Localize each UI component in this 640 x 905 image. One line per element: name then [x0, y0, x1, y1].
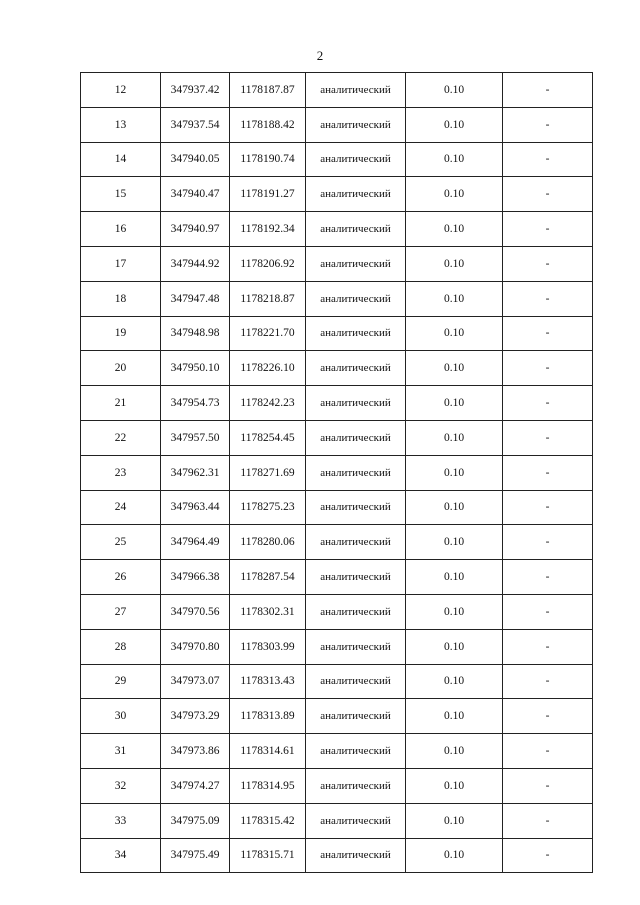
- point-number-cell: 33: [81, 803, 161, 838]
- x-coordinate-cell: 347954.73: [161, 386, 230, 421]
- page-number: 2: [316, 48, 324, 63]
- table-row: [81, 734, 593, 769]
- note-cell: -: [503, 212, 593, 247]
- y-coordinate-cell: 1178313.89: [230, 699, 306, 734]
- y-coordinate-cell: 1178315.42: [230, 803, 306, 838]
- table-row: [81, 560, 593, 595]
- point-number-cell: 31: [81, 734, 161, 769]
- note-cell: -: [503, 386, 593, 421]
- accuracy-cell: 0.10: [406, 386, 503, 421]
- y-coordinate-cell: 1178192.34: [230, 212, 306, 247]
- point-number-cell: 30: [81, 699, 161, 734]
- method-cell: аналитический: [306, 177, 406, 212]
- x-coordinate-cell: 347944.92: [161, 246, 230, 281]
- point-number-cell: 34: [81, 838, 161, 873]
- point-number-cell: 23: [81, 455, 161, 490]
- accuracy-cell: 0.10: [406, 525, 503, 560]
- method-cell: аналитический: [306, 316, 406, 351]
- table-row: [81, 838, 593, 873]
- accuracy-cell: 0.10: [406, 490, 503, 525]
- y-coordinate-cell: 1178302.31: [230, 594, 306, 629]
- x-coordinate-cell: 347948.98: [161, 316, 230, 351]
- accuracy-cell: 0.10: [406, 594, 503, 629]
- x-coordinate-cell: 347940.97: [161, 212, 230, 247]
- accuracy-cell: 0.10: [406, 803, 503, 838]
- method-cell: аналитический: [306, 386, 406, 421]
- note-cell: -: [503, 246, 593, 281]
- method-cell: аналитический: [306, 455, 406, 490]
- point-number-cell: 12: [81, 73, 161, 108]
- coordinates-table: [80, 72, 593, 873]
- x-coordinate-cell: 347947.48: [161, 281, 230, 316]
- x-coordinate-cell: 347970.56: [161, 594, 230, 629]
- point-number-cell: 14: [81, 142, 161, 177]
- y-coordinate-cell: 1178275.23: [230, 490, 306, 525]
- note-cell: -: [503, 107, 593, 142]
- y-coordinate-cell: 1178254.45: [230, 420, 306, 455]
- table-row: [81, 420, 593, 455]
- x-coordinate-cell: 347973.29: [161, 699, 230, 734]
- note-cell: -: [503, 177, 593, 212]
- method-cell: аналитический: [306, 699, 406, 734]
- x-coordinate-cell: 347973.86: [161, 734, 230, 769]
- accuracy-cell: 0.10: [406, 420, 503, 455]
- method-cell: аналитический: [306, 420, 406, 455]
- note-cell: -: [503, 664, 593, 699]
- method-cell: аналитический: [306, 838, 406, 873]
- accuracy-cell: 0.10: [406, 73, 503, 108]
- table-row: [81, 664, 593, 699]
- table-row: [81, 768, 593, 803]
- y-coordinate-cell: 1178187.87: [230, 73, 306, 108]
- note-cell: -: [503, 734, 593, 769]
- y-coordinate-cell: 1178191.27: [230, 177, 306, 212]
- y-coordinate-cell: 1178218.87: [230, 281, 306, 316]
- accuracy-cell: 0.10: [406, 281, 503, 316]
- y-coordinate-cell: 1178188.42: [230, 107, 306, 142]
- point-number-cell: 22: [81, 420, 161, 455]
- point-number-cell: 25: [81, 525, 161, 560]
- x-coordinate-cell: 347966.38: [161, 560, 230, 595]
- note-cell: -: [503, 351, 593, 386]
- y-coordinate-cell: 1178280.06: [230, 525, 306, 560]
- table-row: [81, 455, 593, 490]
- x-coordinate-cell: 347937.54: [161, 107, 230, 142]
- note-cell: -: [503, 316, 593, 351]
- accuracy-cell: 0.10: [406, 142, 503, 177]
- table-row: [81, 386, 593, 421]
- y-coordinate-cell: 1178271.69: [230, 455, 306, 490]
- y-coordinate-cell: 1178313.43: [230, 664, 306, 699]
- x-coordinate-cell: 347962.31: [161, 455, 230, 490]
- method-cell: аналитический: [306, 803, 406, 838]
- method-cell: аналитический: [306, 246, 406, 281]
- accuracy-cell: 0.10: [406, 107, 503, 142]
- point-number-cell: 32: [81, 768, 161, 803]
- coordinates-table-body: [81, 73, 593, 873]
- y-coordinate-cell: 1178314.95: [230, 768, 306, 803]
- method-cell: аналитический: [306, 107, 406, 142]
- note-cell: -: [503, 281, 593, 316]
- note-cell: -: [503, 525, 593, 560]
- method-cell: аналитический: [306, 664, 406, 699]
- note-cell: -: [503, 838, 593, 873]
- method-cell: аналитический: [306, 560, 406, 595]
- y-coordinate-cell: 1178287.54: [230, 560, 306, 595]
- point-number-cell: 20: [81, 351, 161, 386]
- table-row: [81, 803, 593, 838]
- method-cell: аналитический: [306, 212, 406, 247]
- method-cell: аналитический: [306, 629, 406, 664]
- x-coordinate-cell: 347973.07: [161, 664, 230, 699]
- table-row: [81, 142, 593, 177]
- point-number-cell: 13: [81, 107, 161, 142]
- table-row: [81, 177, 593, 212]
- y-coordinate-cell: 1178226.10: [230, 351, 306, 386]
- accuracy-cell: 0.10: [406, 316, 503, 351]
- note-cell: -: [503, 594, 593, 629]
- method-cell: аналитический: [306, 768, 406, 803]
- table-row: [81, 490, 593, 525]
- point-number-cell: 26: [81, 560, 161, 595]
- accuracy-cell: 0.10: [406, 734, 503, 769]
- note-cell: -: [503, 560, 593, 595]
- note-cell: -: [503, 803, 593, 838]
- note-cell: -: [503, 73, 593, 108]
- note-cell: -: [503, 699, 593, 734]
- note-cell: -: [503, 142, 593, 177]
- accuracy-cell: 0.10: [406, 699, 503, 734]
- table-row: [81, 629, 593, 664]
- point-number-cell: 27: [81, 594, 161, 629]
- table-row: [81, 594, 593, 629]
- y-coordinate-cell: 1178242.23: [230, 386, 306, 421]
- table-row: [81, 73, 593, 108]
- x-coordinate-cell: 347975.09: [161, 803, 230, 838]
- x-coordinate-cell: 347975.49: [161, 838, 230, 873]
- accuracy-cell: 0.10: [406, 838, 503, 873]
- point-number-cell: 17: [81, 246, 161, 281]
- y-coordinate-cell: 1178221.70: [230, 316, 306, 351]
- table-row: [81, 699, 593, 734]
- x-coordinate-cell: 347940.47: [161, 177, 230, 212]
- note-cell: -: [503, 420, 593, 455]
- accuracy-cell: 0.10: [406, 246, 503, 281]
- y-coordinate-cell: 1178314.61: [230, 734, 306, 769]
- table-row: [81, 525, 593, 560]
- point-number-cell: 28: [81, 629, 161, 664]
- table-row: [81, 246, 593, 281]
- point-number-cell: 15: [81, 177, 161, 212]
- point-number-cell: 16: [81, 212, 161, 247]
- x-coordinate-cell: 347950.10: [161, 351, 230, 386]
- note-cell: -: [503, 629, 593, 664]
- accuracy-cell: 0.10: [406, 455, 503, 490]
- x-coordinate-cell: 347974.27: [161, 768, 230, 803]
- y-coordinate-cell: 1178315.71: [230, 838, 306, 873]
- point-number-cell: 21: [81, 386, 161, 421]
- y-coordinate-cell: 1178190.74: [230, 142, 306, 177]
- method-cell: аналитический: [306, 594, 406, 629]
- point-number-cell: 24: [81, 490, 161, 525]
- point-number-cell: 18: [81, 281, 161, 316]
- method-cell: аналитический: [306, 73, 406, 108]
- y-coordinate-cell: 1178206.92: [230, 246, 306, 281]
- accuracy-cell: 0.10: [406, 212, 503, 247]
- table-row: [81, 212, 593, 247]
- table-row: [81, 351, 593, 386]
- accuracy-cell: 0.10: [406, 560, 503, 595]
- method-cell: аналитический: [306, 281, 406, 316]
- point-number-cell: 19: [81, 316, 161, 351]
- x-coordinate-cell: 347937.42: [161, 73, 230, 108]
- table-row: [81, 316, 593, 351]
- note-cell: -: [503, 455, 593, 490]
- x-coordinate-cell: 347957.50: [161, 420, 230, 455]
- method-cell: аналитический: [306, 734, 406, 769]
- x-coordinate-cell: 347964.49: [161, 525, 230, 560]
- note-cell: -: [503, 490, 593, 525]
- accuracy-cell: 0.10: [406, 629, 503, 664]
- accuracy-cell: 0.10: [406, 768, 503, 803]
- method-cell: аналитический: [306, 351, 406, 386]
- method-cell: аналитический: [306, 142, 406, 177]
- accuracy-cell: 0.10: [406, 664, 503, 699]
- method-cell: аналитический: [306, 490, 406, 525]
- x-coordinate-cell: 347940.05: [161, 142, 230, 177]
- table-row: [81, 281, 593, 316]
- y-coordinate-cell: 1178303.99: [230, 629, 306, 664]
- note-cell: -: [503, 768, 593, 803]
- x-coordinate-cell: 347970.80: [161, 629, 230, 664]
- table-row: [81, 107, 593, 142]
- point-number-cell: 29: [81, 664, 161, 699]
- accuracy-cell: 0.10: [406, 351, 503, 386]
- method-cell: аналитический: [306, 525, 406, 560]
- x-coordinate-cell: 347963.44: [161, 490, 230, 525]
- accuracy-cell: 0.10: [406, 177, 503, 212]
